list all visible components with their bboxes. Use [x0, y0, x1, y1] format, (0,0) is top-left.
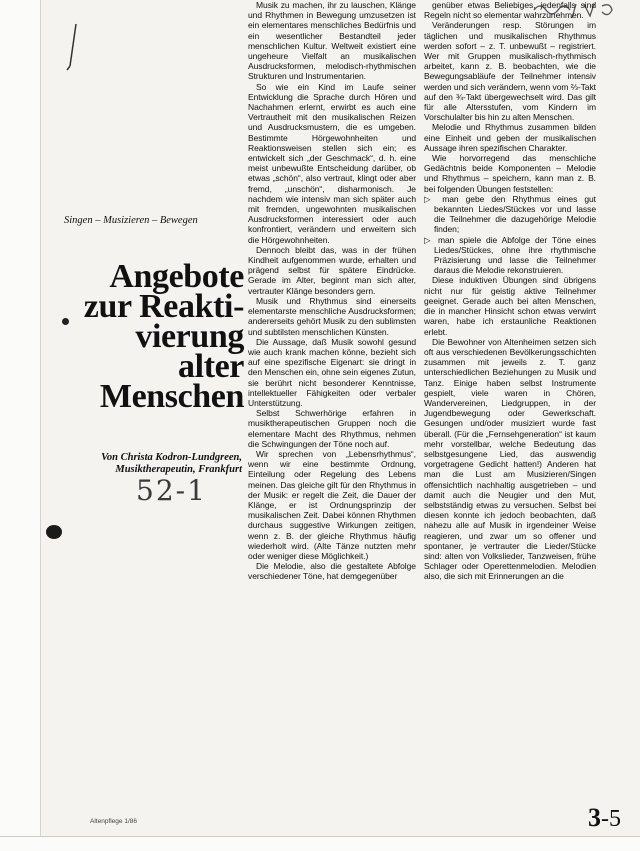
- paragraph: Musik zu machen, ihr zu lauschen, Klänge und Rhythmen in Bewegung umzusetzen ist ein elementares menschliches Bedürfnis und ein wesentlicher Bestandteil jeder menschlichen Kultur. Weltweit existiert eine ungeheure Vielfalt an musikalischen Ausdrucksformen, melodisch-rhythmischen Strukturen und Instrumentarien.: [248, 0, 416, 82]
- text-column-1: [248, 0, 416, 582]
- paragraph: Musik und Rhythmus sind einerseits elementarste menschliche Ausdrucksformen; andererseits gehört Musik zu den sublimsten und subtilsten menschlichen Künsten.: [248, 295, 416, 337]
- paragraph: Die Aussage, daß Musik sowohl gesund wie auch krank machen könne, bezieht sich auf eine spezifische Eigenart: sie dringt in den Menschen ein, ohne sein eigenes Zutun, sie berührt nicht besonderer Kenntnisse, intellektueller Fähigkeiten oder verbaler Unterstützung.: [248, 336, 416, 408]
- title-line: Menschen: [99, 378, 244, 415]
- paragraph: Wir sprechen von „Lebensrhythmus“, wenn wir eine bestimmte Ordnung, Einteilung oder Regelung des Lebens meinen. Das gleiche gilt für den Rhythmus in der Musik: er regelt die Zeit, die Dauer der Klänge, er ist Ordnungsprinzip der musikalischen Zeit. Dabei können Rhythmen durchaus suggestive Wirkungen zeitigen, wenn z. B. der gleiche Rhythmus häufig wiederholt wird. (Alte Tänze nutzten mehr oder weniger diese Möglichkeit.): [248, 448, 416, 561]
- paragraph: genüber etwas Beliebiges, jedenfalls sind Regeln nicht so elementar wahrzunehmen.: [424, 0, 596, 21]
- title-line: Angebote: [109, 258, 244, 295]
- paragraph: Selbst Schwerhörige erfahren in musiktherapeutischen Gruppen noch die elementare Macht des Rhythmus, nehmen die Schwingungen der Töne noch auf.: [248, 408, 416, 449]
- paragraph: So wie ein Kind im Laufe seiner Entwicklung die Sprache durch Hören und Nachahmen erlernt, erwirbt es auch eine Vertrautheit mit den musikalischen Reizen und Ausdrucksmustern, die es umgeben. Bestimmte Hörgewohnheiten und Reaktionsweisen stellen sich ein; es entwickelt sich „der Geschmack“, d. h. eine meist unbewußte Entscheidung darüber, ob etwas „schön“, also vertraut, klingt oder aber fremd, „unschön“, disharmonisch. Je nachdem wie intensiv man sich später auch mit fremden, ungewohnten musikalischen Ausdrucksformen interessiert oder auch konfrontiert, verändern und erweitern sich die Hörgewohnheiten.: [248, 81, 416, 245]
- page-bottom-edge: [0, 836, 640, 851]
- title-line: zur Reakti-: [83, 288, 244, 325]
- handwritten-note: 52-1: [136, 474, 207, 507]
- title-line: vierung: [135, 318, 244, 355]
- ink-dot: [62, 318, 69, 325]
- paragraph: Melodie und Rhythmus zusammen bilden eine Einheit und geben der musikalischen Aussage ihren spezifischen Charakter.: [424, 122, 596, 153]
- byline-role: Musiktherapeutin, Frankfurt: [115, 464, 242, 475]
- bullet-item: ▷ man spiele die Abfolge der Töne eines Liedes/Stückes, ohne ihre rhythmische Präzisierung und lasse die Teilnehmer daraus die Melodie rekonstruieren.: [424, 234, 596, 276]
- title-line: alter: [178, 348, 244, 385]
- bullet-item: ▷ man gebe den Rhythmus eines gut bekannten Liedes/Stückes vor und lasse die Teilnehmer die dazugehörige Melodie finden;: [424, 193, 596, 235]
- page-number: [588, 803, 621, 833]
- text-column-2: [424, 0, 596, 582]
- footer-source: Altenpflege 1/86: [90, 818, 137, 825]
- paragraph: Diese induktiven Übungen sind übrigens nicht nur für geistig aktive Teilnehmer geeignet. Gerade auch bei alten Menschen, die in mancher Hinsicht schon etwas verwirrt waren, habe ich erstaunliche Reaktionen erlebt.: [424, 275, 596, 337]
- page-number-suffix: -5: [601, 806, 621, 832]
- byline-author: Von Christa Kodron-Lundgreen,: [101, 452, 242, 463]
- paragraph: Wie horvorregend das menschliche Gedächtnis beide Komponenten – Melodie und Rhythmus – speichern, kann man z. B. bei folgenden Übungen feststellen:: [424, 153, 596, 194]
- paragraph: Veränderungen resp. Störungen im täglichen und musikalischen Rhythmus werden sofort – z. T. unbewußt – registriert. Wer mit Gruppen musikalisch-rhythmisch arbeitet, kann z. B. beobachten, wie die Bewegungsabläufe der Teilnehmer intensiv werden und sich verändern, wenn vom ⅔-Takt auf den ¾-Takt übergewechselt wird. Das gilt für alle Altersstufen, vom Kindern im Vorschulalter bis hin zu alten Menschen.: [424, 20, 596, 123]
- paragraph: Die Melodie, also die gestaltete Abfolge verschiedener Töne, hat demgegenüber: [248, 561, 416, 582]
- punch-hole: [46, 525, 62, 539]
- page-number-main: 3: [588, 803, 601, 832]
- paragraph: Dennoch bleibt das, was in der frühen Kindheit aufgenommen wurde, erhalten und prägend selbst für spätere Eindrücke. Gerade im Alter, beginnt man sich alter, vertrauter Klänge besonders gern.: [248, 244, 416, 296]
- paragraph: Die Bewohner von Altenheimen setzen sich oft aus verschiedenen Bevölkerungsschichten zusammen mit jeweils z. T. ganz unterschiedlichen Beziehungen zu Musik und Tanz. Einige haben selbst Instrumente gespielt, viele waren in Chören, Wandervereinen, Liedgruppen, in der Jugendbewegung oder Gewerkschaft. Gesungen und/oder musiziert wurde fast überall. (Für die „Fernsehgeneration“ ist kaum mehr vorstellbar, welche Bedeutung das selbstgesungene Lied, das auswendig vorgetragene Gedicht hatten!) Anderen hat man die Lust am Musizieren/Singen offensichtlich nachhaltig ausgetrieben – und damit auch die Neugier und den Mut, selbstständig etwas zu versuchen. Selbst bei diesen konnte ich jedoch beobachten, daß nahezu alle auf Musik in irgendeiner Weise reagieren, und zwar um so offener und spontaner, je vertrauter die Lieder/Stücke sind: alten von Volkslieder, Tanzweisen, frühe Schlager oder Operettenmelodien. Melodien also, die sich mit Erinnerungen an die: [424, 336, 596, 582]
- pen-mark: [64, 22, 84, 72]
- page-margin: [0, 0, 41, 851]
- article-title: [60, 258, 244, 415]
- kicker: Singen – Musizieren – Bewegen: [64, 215, 198, 226]
- byline: [64, 452, 242, 476]
